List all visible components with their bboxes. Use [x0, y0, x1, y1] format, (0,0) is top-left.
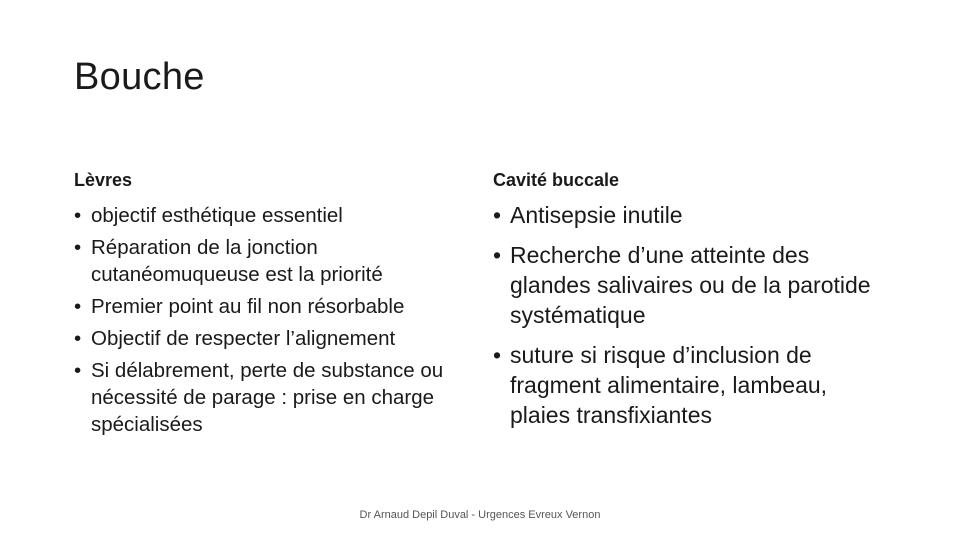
left-column-heading: Lèvres — [74, 170, 133, 190]
left-bullet-list — [74, 202, 474, 443]
bullet-item: • Recherche d’une atteinte des glandes salivaires ou de la parotide systématique — [493, 240, 873, 330]
right-bullet-list — [493, 200, 873, 440]
bullet-item: • Objectif de respecter l’alignement — [74, 325, 474, 352]
bullet-item: • Réparation de la jonction cutanéomuqueuse est la priorité — [74, 234, 474, 288]
bullet-item: • Si délabrement, perte de substance ou nécessité de parage : prise en charge spécialisées — [74, 357, 474, 438]
bullet-item: • Antisepsie inutile — [493, 200, 873, 230]
bullet-item: • suture si risque d’inclusion de fragment alimentaire, lambeau, plaies transfixiantes — [493, 340, 873, 430]
bullet-item: • objectif esthétique essentiel — [74, 202, 474, 229]
slide-footer: Dr Arnaud Depil Duval - Urgences Evreux Vernon — [359, 509, 601, 521]
right-column-heading: Cavité buccale — [493, 170, 620, 190]
slide-title: Bouche — [74, 56, 205, 98]
bullet-item: • Premier point au fil non résorbable — [74, 293, 474, 320]
